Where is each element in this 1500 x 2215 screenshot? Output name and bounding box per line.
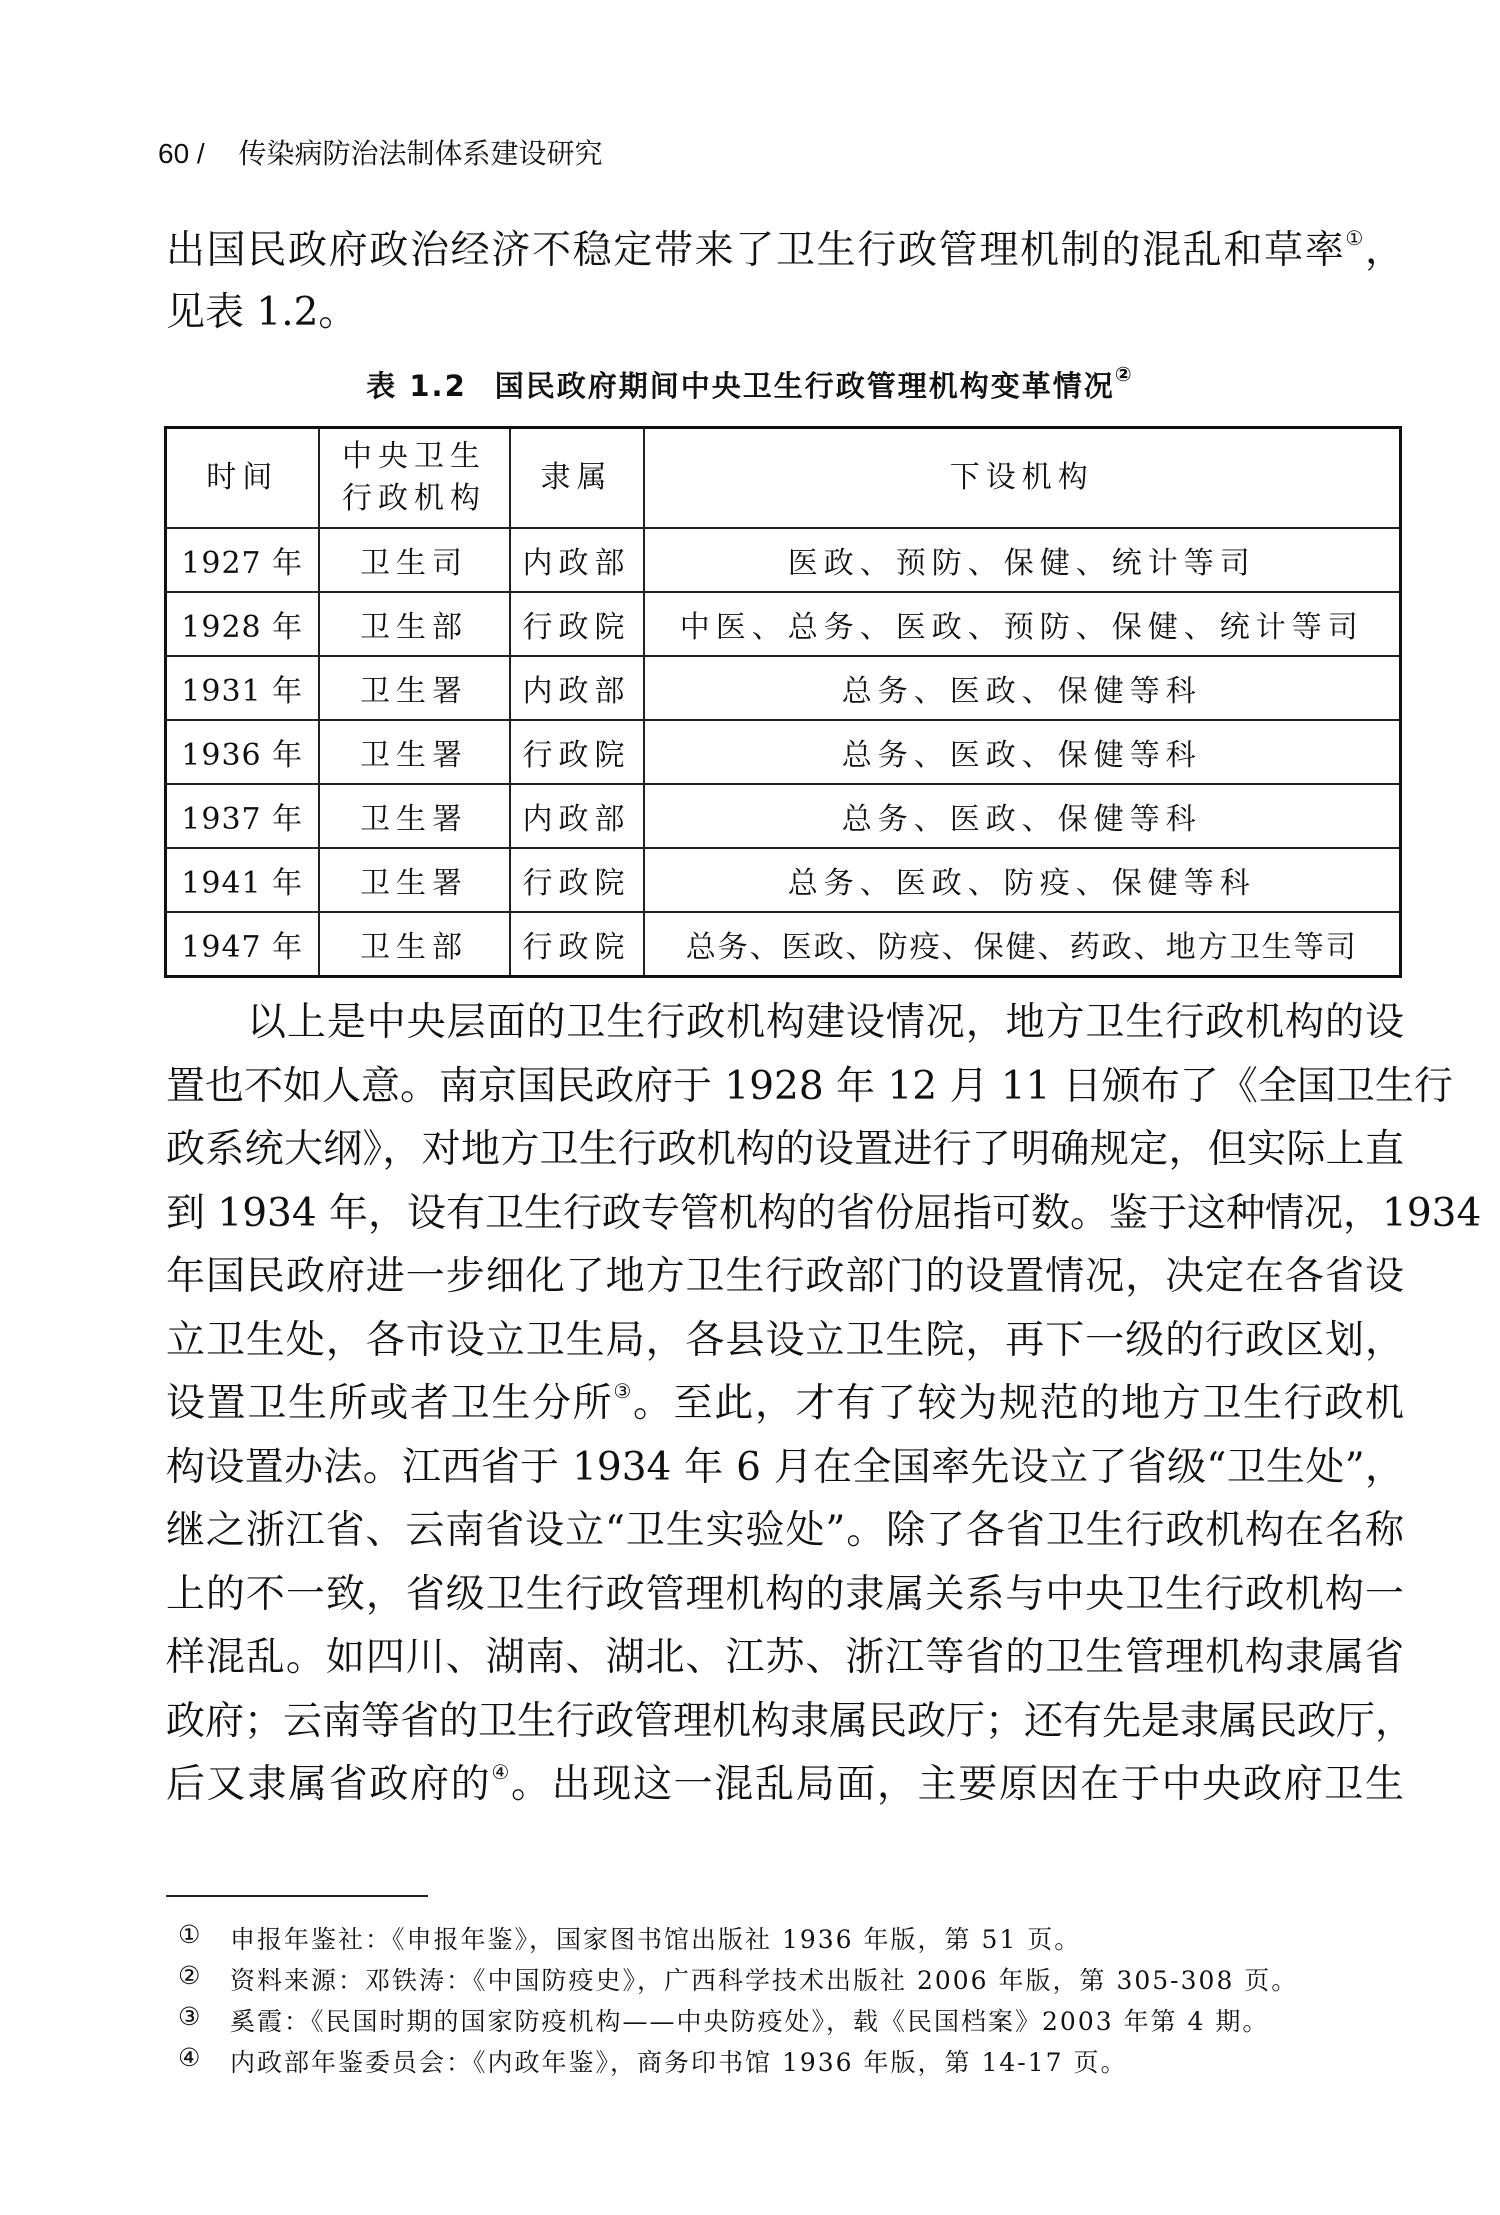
cell-year: 1936 年 xyxy=(166,720,319,784)
line-text: 。至此，才有了较为规范的地方卫生行政机 xyxy=(632,1381,1404,1426)
cell-agency: 卫生署 xyxy=(319,656,510,720)
footnote-ref[interactable]: ③ xyxy=(613,1379,633,1403)
line-text: 政系统大纲》，对地方卫生行政机构的设置进行了明确规定，但实际上直 xyxy=(166,1127,1404,1172)
cell-subunits: 总务、医政、防疫、保健、药政、地方卫生等司 xyxy=(644,912,1401,977)
footnote-text: 申报年鉴社：《申报年鉴》，国家图书馆出版社 1936 年版，第 51 页。 xyxy=(230,1925,1082,1954)
line-text: 构设置办法。江西省于 1934 年 6 月在全国率先设立了省级“卫生处”， xyxy=(166,1444,1404,1490)
footnote xyxy=(178,1920,1082,1956)
line-text: 上的不一致，省级卫生行政管理机构的隶属关系与中央卫生行政机构一 xyxy=(166,1571,1404,1617)
line-text: 出国民政府政治经济不稳定带来了卫生行政管理机制的混乱和草率 xyxy=(166,228,1346,273)
intro-line xyxy=(166,228,1404,274)
table-row xyxy=(166,720,1401,784)
cell-affiliation: 行政院 xyxy=(510,720,644,784)
footnote-mark: ③ xyxy=(178,2002,203,2031)
paragraph-line xyxy=(166,1318,1404,1364)
cell-subunits: 总务、医政、保健等科 xyxy=(644,656,1401,720)
line-text: 设置卫生所或者卫生分所 xyxy=(166,1381,614,1426)
cell-subunits: 总务、医政、保健等科 xyxy=(644,720,1401,784)
header-subunits: 下设机构 xyxy=(644,428,1401,529)
footnote-mark: ② xyxy=(178,1961,203,1990)
cell-affiliation: 行政院 xyxy=(510,912,644,977)
line-text: 后又隶属省政府的 xyxy=(166,1762,492,1807)
agency-table xyxy=(164,426,1402,978)
paragraph-line xyxy=(166,1254,1404,1300)
table-caption xyxy=(0,364,1500,405)
cell-agency: 卫生司 xyxy=(319,528,510,592)
table-title: 国民政府期间中央卫生行政管理机构变革情况 xyxy=(494,369,1115,403)
cell-agency: 卫生部 xyxy=(319,912,510,977)
intro-line xyxy=(166,290,357,336)
footnote-divider xyxy=(166,1895,428,1897)
line-text: 政府；云南等省的卫生行政管理机构隶属民政厅；还有先是隶属民政厅， xyxy=(166,1698,1415,1744)
footnote-ref[interactable]: ② xyxy=(1114,362,1134,386)
table-row xyxy=(166,912,1401,977)
footnote-mark: ④ xyxy=(178,2043,203,2072)
cell-year: 1928 年 xyxy=(166,592,319,656)
line-text: 继之浙江省、云南省设立“卫生实验处”。除了各省卫生行政机构在名称 xyxy=(166,1508,1404,1553)
cell-affiliation: 内政部 xyxy=(510,784,644,848)
running-header xyxy=(158,132,603,172)
page-number: 60 / xyxy=(158,138,205,169)
header-agency-line2: 行政机构 xyxy=(342,481,486,516)
footnote xyxy=(178,2002,1270,2038)
footnote-ref[interactable]: ④ xyxy=(491,1760,511,1784)
paragraph-line xyxy=(166,1762,1404,1808)
table-header-row xyxy=(166,428,1401,529)
footnote-ref[interactable]: ① xyxy=(1345,226,1365,250)
header-agency-line1: 中央卫生 xyxy=(342,439,486,474)
cell-year: 1941 年 xyxy=(166,848,319,912)
paragraph-line xyxy=(166,1508,1404,1554)
table-row xyxy=(166,784,1401,848)
footnote xyxy=(178,2043,1128,2079)
paragraph-line xyxy=(166,1635,1404,1681)
cell-subunits: 总务、医政、保健等科 xyxy=(644,784,1401,848)
cell-agency: 卫生部 xyxy=(319,592,510,656)
paragraph-line xyxy=(166,1127,1404,1173)
header-time: 时间 xyxy=(166,428,319,529)
line-text: 置也不如人意。南京国民政府于 1928 年 12 月 11 日颁布了《全国卫生行 xyxy=(166,1063,1453,1109)
paragraph-line xyxy=(166,1063,1453,1110)
table-row xyxy=(166,528,1401,592)
cell-affiliation: 行政院 xyxy=(510,848,644,912)
header-affiliation: 隶属 xyxy=(510,428,644,529)
line-text: ， xyxy=(1364,228,1404,273)
footnote-text: 资料来源：邓铁涛：《中国防疫史》，广西科学技术出版社 2006 年版，第 305-308 页。 xyxy=(230,1966,1299,1995)
line-text: 立卫生处，各市设立卫生局，各县设立卫生院，再下一级的行政区划， xyxy=(166,1317,1404,1363)
footnote-mark: ① xyxy=(178,1920,203,1949)
paragraph-line xyxy=(166,1698,1415,1745)
cell-year: 1937 年 xyxy=(166,784,319,848)
cell-agency: 卫生署 xyxy=(319,784,510,848)
cell-affiliation: 内政部 xyxy=(510,656,644,720)
paragraph-line xyxy=(247,1000,1404,1046)
paragraph-line xyxy=(166,1190,1482,1237)
table-number: 表 1.2 xyxy=(366,369,467,403)
cell-agency: 卫生署 xyxy=(319,848,510,912)
cell-affiliation: 内政部 xyxy=(510,528,644,592)
table-row xyxy=(166,592,1401,656)
cell-affiliation: 行政院 xyxy=(510,592,644,656)
cell-subunits: 总务、医政、防疫、保健等科 xyxy=(644,848,1401,912)
cell-year: 1931 年 xyxy=(166,656,319,720)
line-text: 见表 1.2。 xyxy=(166,290,358,335)
table-row xyxy=(166,848,1401,912)
header-agency xyxy=(319,428,510,529)
book-title: 传染病防治法制体系建设研究 xyxy=(238,138,603,169)
footnote xyxy=(178,1961,1299,1997)
paragraph-line xyxy=(166,1572,1404,1618)
cell-subunits: 医政、预防、保健、统计等司 xyxy=(644,528,1401,592)
line-text: 年国民政府进一步细化了地方卫生行政部门的设置情况，决定在各省设 xyxy=(166,1254,1404,1299)
table-row xyxy=(166,656,1401,720)
line-text: 到 1934 年，设有卫生行政专管机构的省份屈指可数。鉴于这种情况，1934 xyxy=(166,1190,1482,1236)
paragraph-line xyxy=(166,1445,1404,1491)
line-text: 。出现这一混乱局面，主要原因在于中央政府卫生 xyxy=(510,1762,1404,1807)
line-text: 样混乱。如四川、湖南、湖北、江苏、浙江等省的卫生管理机构隶属省 xyxy=(166,1635,1404,1680)
footnote-text: 奚霞：《民国时期的国家防疫机构——中央防疫处》，载《民国档案》2003 年第 4 期。 xyxy=(230,2007,1270,2036)
cell-year: 1947 年 xyxy=(166,912,319,977)
cell-year: 1927 年 xyxy=(166,528,319,592)
footnote-text: 内政部年鉴委员会：《内政年鉴》，商务印书馆 1936 年版，第 14-17 页。 xyxy=(230,2048,1128,2077)
cell-subunits: 中医、总务、医政、预防、保健、统计等司 xyxy=(644,592,1401,656)
cell-agency: 卫生署 xyxy=(319,720,510,784)
paragraph-line xyxy=(166,1381,1404,1427)
line-text: 以上是中央层面的卫生行政机构建设情况，地方卫生行政机构的设 xyxy=(247,1000,1404,1045)
